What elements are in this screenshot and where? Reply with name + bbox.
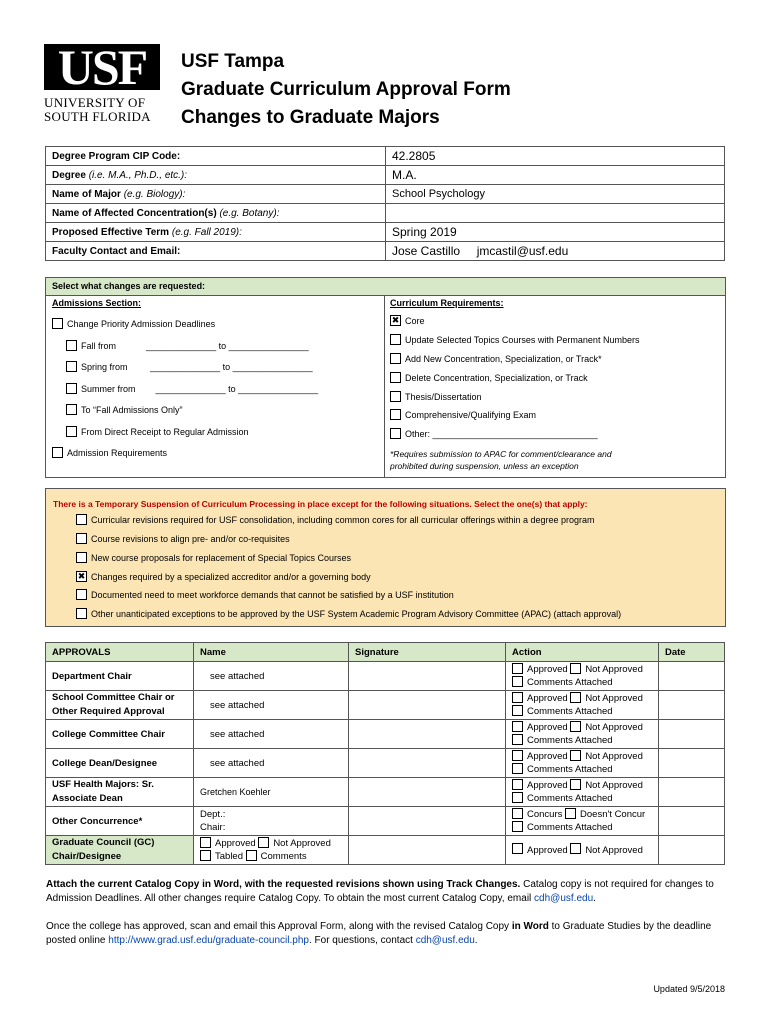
admission-requirements-option[interactable]: Admission Requirements [52, 448, 167, 459]
name-health-dean[interactable]: Gretchen Koehler [194, 778, 349, 807]
suspension-option-1[interactable]: Curricular revisions required for USF consolidation, including common cores for all curricular offerings within a degree program [76, 515, 595, 526]
checkbox[interactable] [512, 808, 523, 819]
action-header: Action [506, 643, 659, 662]
role-college-committee: College Committee Chair [46, 720, 194, 749]
checkbox[interactable] [390, 391, 401, 402]
checkbox[interactable] [258, 837, 269, 848]
suspension-option-4[interactable]: ✖ Changes required by a specialized accreditor and/or a governing body [77, 571, 371, 582]
email-link[interactable]: cdh@usf.edu [534, 893, 594, 904]
major-value[interactable]: School Psychology [386, 185, 725, 204]
effective-term-value[interactable]: Spring 2019 [386, 223, 725, 242]
action-cell: Approved Not Approved [506, 836, 659, 865]
usf-logo: USF [44, 44, 160, 90]
checkbox[interactable] [512, 821, 523, 832]
checkbox[interactable] [390, 409, 401, 420]
role-other-concurrence: Other Concurrence* [46, 807, 194, 836]
checkbox[interactable] [570, 750, 581, 761]
update-topics-option[interactable]: Update Selected Topics Courses with Permanent Numbers [390, 335, 639, 346]
admission-deadlines-option[interactable]: Change Priority Admission Deadlines [52, 319, 215, 330]
checkbox[interactable] [246, 850, 257, 861]
checkbox[interactable] [512, 763, 523, 774]
grad-council-link[interactable]: http://www.grad.usf.edu/graduate-council.php [108, 935, 309, 946]
signature-field[interactable] [349, 807, 506, 836]
name-other-concurrence[interactable]: Dept.: Chair: [194, 807, 349, 836]
date-field[interactable] [659, 691, 725, 720]
action-cell: Approved Not Approved Comments Attached [506, 691, 659, 720]
checkbox[interactable] [512, 750, 523, 761]
role-department-chair: Department Chair [46, 662, 194, 691]
checkbox[interactable] [66, 404, 77, 415]
suspension-option-3[interactable]: New course proposals for replacement of Special Topics Courses [76, 553, 351, 564]
thesis-option[interactable]: Thesis/Dissertation [390, 392, 482, 403]
suspension-option-5[interactable]: Documented need to meet workforce demands that cannot be satisfied by a USF institution [76, 590, 454, 601]
checkbox[interactable] [66, 340, 77, 351]
checkbox[interactable] [390, 353, 401, 364]
action-cell: Approved Not Approved Comments Attached [506, 720, 659, 749]
degree-label: Degree (i.e. M.A., Ph.D., etc.): [46, 166, 386, 185]
direct-receipt-option[interactable]: From Direct Receipt to Regular Admission [66, 427, 249, 438]
major-label: Name of Major (e.g. Biology): [46, 185, 386, 204]
cip-value[interactable]: 42.2805 [386, 147, 725, 166]
signature-field[interactable] [349, 691, 506, 720]
name-department-chair[interactable]: see attached [194, 662, 349, 691]
changes-header: Select what changes are requested: [46, 278, 725, 296]
signature-field[interactable] [349, 720, 506, 749]
checkbox[interactable] [390, 428, 401, 439]
comprehensive-exam-option[interactable]: Comprehensive/Qualifying Exam [390, 410, 536, 421]
action-cell: Approved Not Approved Comments Attached [506, 778, 659, 807]
checkbox-checked[interactable]: ✖ [77, 571, 86, 582]
date-field[interactable] [659, 778, 725, 807]
fall-option[interactable]: Fall from ______________ to ________________ [66, 341, 309, 352]
suspension-option-6[interactable]: Other unanticipated exceptions to be approved by the USF System Academic Program Advisory Committee (APAC) (attach approval) [76, 609, 621, 620]
checkbox[interactable] [76, 589, 87, 600]
checkbox[interactable] [76, 514, 87, 525]
date-header: Date [659, 643, 725, 662]
add-concentration-option[interactable]: Add New Concentration, Specialization, or Track* [390, 354, 602, 365]
action-cell: Approved Not Approved Comments Attached [506, 662, 659, 691]
role-school-committee: School Committee Chair or Other Required Approval [46, 691, 194, 720]
checkbox[interactable] [390, 334, 401, 345]
title-campus: USF Tampa [181, 51, 285, 72]
action-cell: Approved Not Approved Comments Attached [506, 749, 659, 778]
delete-concentration-option[interactable]: Delete Concentration, Specialization, or Track [390, 373, 588, 384]
signature-field[interactable] [349, 836, 506, 865]
signature-field[interactable] [349, 778, 506, 807]
checkbox[interactable] [76, 608, 87, 619]
suspension-option-2[interactable]: Course revisions to align pre- and/or co-requisites [76, 534, 290, 545]
spring-option[interactable]: Spring from ______________ to ________________ [66, 362, 313, 373]
admissions-title: Admissions Section: [52, 298, 142, 308]
fall-only-option[interactable]: To “Fall Admissions Only” [66, 405, 183, 416]
checkbox[interactable] [76, 533, 87, 544]
faculty-contact-value[interactable]: Jose Castillo jmcastil@usf.edu [386, 242, 725, 261]
checkbox[interactable] [512, 676, 523, 687]
submission-instructions: Once the college has approved, scan and email this Approval Form, along with the revised Catalog Copy in Word to Graduate Studies by the deadline posted online http://www.grad.usf.edu/graduate-council.php. For questions, contact cdh@usf.edu. [46, 921, 712, 946]
checkbox[interactable] [512, 721, 523, 732]
checkbox[interactable] [200, 837, 211, 848]
curriculum-title: Curriculum Requirements: [390, 298, 504, 308]
catalog-copy-instructions: Attach the current Catalog Copy in Word, with the requested revisions shown using Track Changes. Catalog copy is not required for changes to Admission Deadlines. All other changes require Catalog Copy. To obtain the most current Catalog Copy, email cdh@usf.edu. [46, 879, 714, 904]
checkbox[interactable] [512, 663, 523, 674]
checkbox[interactable] [570, 663, 581, 674]
degree-value[interactable]: M.A. [386, 166, 725, 185]
date-field[interactable] [659, 662, 725, 691]
checkbox[interactable] [565, 808, 576, 819]
date-field[interactable] [659, 807, 725, 836]
logo-line-2: SOUTH FLORIDA [44, 109, 151, 124]
checkbox[interactable] [66, 383, 77, 394]
apac-note: *Requires submission to APAC for comment/clearance and prohibited during suspension, unless an exception [390, 449, 612, 471]
checkbox[interactable] [512, 792, 523, 803]
email-link[interactable]: cdh@usf.edu [415, 935, 475, 946]
cip-label: Degree Program CIP Code: [46, 147, 386, 166]
gc-decision-cell: Approved Not Approved Tabled Comments [194, 836, 349, 865]
signature-header: Signature [349, 643, 506, 662]
role-college-dean: College Dean/Designee [46, 749, 194, 778]
role-graduate-council: Graduate Council (GC) Chair/Designee [46, 836, 194, 865]
summer-option[interactable]: Summer from ______________ to ________________ [66, 384, 318, 395]
concentration-label: Name of Affected Concentration(s) (e.g. Botany): [46, 204, 386, 223]
checkbox[interactable] [512, 779, 523, 790]
updated-date: Updated 9/5/2018 [653, 984, 725, 994]
date-field[interactable] [659, 720, 725, 749]
checkbox[interactable] [512, 692, 523, 703]
title-form: Graduate Curriculum Approval Form [181, 79, 511, 100]
checkbox[interactable] [570, 692, 581, 703]
checkbox[interactable] [570, 721, 581, 732]
approvals-table [45, 642, 725, 865]
faculty-contact-label: Faculty Contact and Email: [46, 242, 386, 261]
name-header: Name [194, 643, 349, 662]
changes-section [45, 277, 726, 478]
date-field[interactable] [659, 749, 725, 778]
logo-line-1: UNIVERSITY OF [44, 95, 146, 110]
program-info-table [45, 146, 725, 261]
checkbox[interactable] [390, 372, 401, 383]
title-changes: Changes to Graduate Majors [181, 107, 440, 128]
checkbox[interactable] [200, 850, 211, 861]
checkbox[interactable] [66, 426, 77, 437]
other-option[interactable]: Other: _________________________________ [390, 429, 598, 440]
name-college-committee[interactable]: see attached [194, 720, 349, 749]
name-school-committee[interactable]: see attached [194, 691, 349, 720]
concentration-value[interactable] [386, 204, 725, 223]
checkbox[interactable] [512, 843, 523, 854]
checkbox[interactable] [52, 318, 63, 329]
checkbox[interactable] [512, 734, 523, 745]
action-cell: Concurs Doesn't Concur Comments Attached [506, 807, 659, 836]
checkbox[interactable] [570, 779, 581, 790]
checkbox[interactable] [76, 552, 87, 563]
checkbox[interactable] [570, 843, 581, 854]
checkbox[interactable] [512, 705, 523, 716]
suspension-section [45, 488, 726, 627]
checkbox[interactable] [52, 447, 63, 458]
checkbox-checked[interactable]: ✖ [391, 315, 400, 326]
approvals-header: APPROVALS [46, 643, 194, 662]
date-field[interactable] [659, 836, 725, 865]
suspension-header: There is a Temporary Suspension of Curriculum Processing in place except for the following situations. Select the one(s) that apply: [53, 499, 588, 509]
role-health-dean: USF Health Majors: Sr. Associate Dean [46, 778, 194, 807]
checkbox[interactable] [66, 361, 77, 372]
signature-field[interactable] [349, 662, 506, 691]
effective-term-label: Proposed Effective Term (e.g. Fall 2019): [46, 223, 386, 242]
core-option[interactable]: ✖ Core [391, 315, 425, 326]
signature-field[interactable] [349, 749, 506, 778]
name-college-dean[interactable]: see attached [194, 749, 349, 778]
